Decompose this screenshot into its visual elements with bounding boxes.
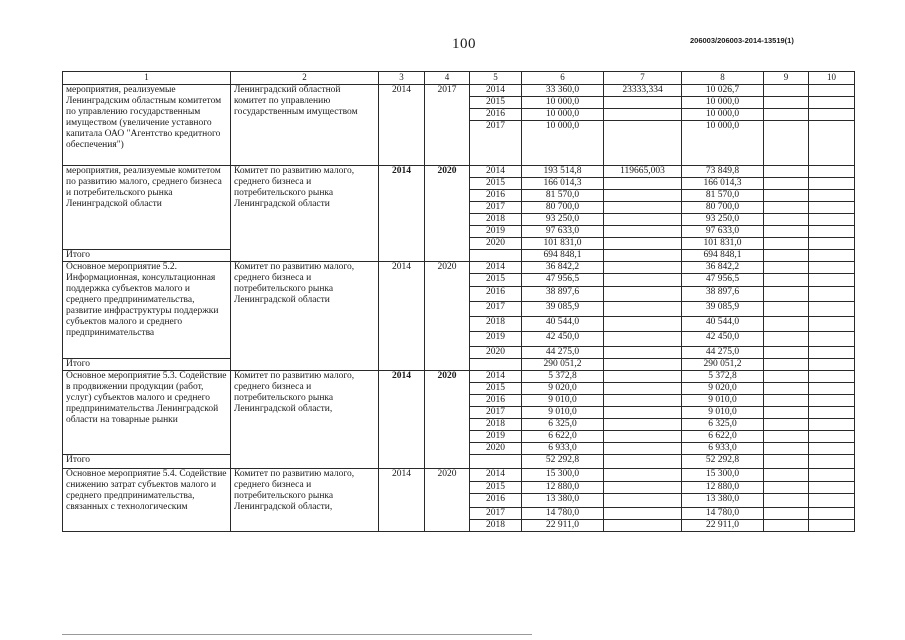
column-number: 4 <box>425 72 470 85</box>
column-9-cell <box>764 190 809 202</box>
column-9-cell <box>764 302 809 317</box>
total-amount: 33 360,0 <box>522 85 604 97</box>
column-9-cell <box>764 250 809 262</box>
column-10-cell <box>809 407 855 419</box>
column-9-cell <box>764 214 809 226</box>
total-amount: 80 700,0 <box>522 202 604 214</box>
total-amount: 93 250,0 <box>522 214 604 226</box>
column-number-row <box>63 72 855 85</box>
column-9-cell <box>764 482 809 494</box>
column-7-amount <box>604 302 682 317</box>
column-10-cell <box>809 250 855 262</box>
total-amount: 10 000,0 <box>522 121 604 166</box>
total-amount: 5 372,8 <box>522 371 604 383</box>
fiscal-year: 2014 <box>470 371 522 383</box>
column-8-amount: 42 450,0 <box>682 332 764 347</box>
itogo-column-7 <box>604 359 682 371</box>
column-7-amount <box>604 347 682 359</box>
column-10-cell <box>809 97 855 109</box>
column-10-cell <box>809 214 855 226</box>
column-10-cell <box>809 166 855 178</box>
end-year: 2017 <box>425 85 470 166</box>
column-9-cell <box>764 455 809 469</box>
column-7-amount <box>604 482 682 494</box>
fiscal-year: 2017 <box>470 302 522 317</box>
executor-name: Комитет по развитию малого, среднего бизнеса и потребительского рынка Ленинградской области <box>231 262 379 371</box>
column-7-amount <box>604 226 682 238</box>
fiscal-year: 2018 <box>470 520 522 532</box>
start-year: 2014 <box>379 85 425 166</box>
column-10-cell <box>809 302 855 317</box>
column-8-amount: 10 000,0 <box>682 109 764 121</box>
executor-name: Комитет по развитию малого, среднего бизнеса и потребительского рынка Ленинградской области, <box>231 469 379 532</box>
column-7-amount <box>604 371 682 383</box>
column-9-cell <box>764 347 809 359</box>
total-amount: 40 544,0 <box>522 317 604 332</box>
column-7-amount <box>604 395 682 407</box>
column-9-cell <box>764 359 809 371</box>
column-7-amount <box>604 443 682 455</box>
column-10-cell <box>809 419 855 431</box>
fiscal-year: 2019 <box>470 226 522 238</box>
document-code: 206003/206003-2014-13519(1) <box>690 36 794 45</box>
total-amount: 9 010,0 <box>522 407 604 419</box>
column-8-amount: 81 570,0 <box>682 190 764 202</box>
column-8-amount: 9 010,0 <box>682 407 764 419</box>
measure-name: мероприятия, реализуемые Ленинградским областным комитетом по управлению государственным имуществом (увеличение уставного капитала ОАО "Агентство кредитного обеспечения") <box>63 85 231 166</box>
column-9-cell <box>764 109 809 121</box>
total-amount: 15 300,0 <box>522 469 604 482</box>
total-amount: 6 325,0 <box>522 419 604 431</box>
fiscal-year: 2014 <box>470 262 522 274</box>
fiscal-year: 2018 <box>470 214 522 226</box>
footer-rule <box>62 634 532 635</box>
column-7-amount <box>604 262 682 274</box>
itogo-column-8: 694 848,1 <box>682 250 764 262</box>
column-7-amount <box>604 190 682 202</box>
end-year: 2020 <box>425 469 470 532</box>
itogo-column-7 <box>604 250 682 262</box>
start-year: 2014 <box>379 371 425 469</box>
total-amount: 36 842,2 <box>522 262 604 274</box>
column-8-amount: 10 026,7 <box>682 85 764 97</box>
table-row <box>63 469 855 482</box>
itogo-label: Итого <box>63 250 231 262</box>
fiscal-year: 2015 <box>470 482 522 494</box>
column-8-amount: 38 897,6 <box>682 287 764 302</box>
column-10-cell <box>809 371 855 383</box>
itogo-column-8: 52 292,8 <box>682 455 764 469</box>
column-10-cell <box>809 520 855 532</box>
column-8-amount: 14 780,0 <box>682 508 764 520</box>
column-8-amount: 73 849,8 <box>682 166 764 178</box>
fiscal-year: 2016 <box>470 287 522 302</box>
column-7-amount <box>604 214 682 226</box>
total-amount: 10 000,0 <box>522 109 604 121</box>
column-10-cell <box>809 178 855 190</box>
fiscal-year: 2014 <box>470 469 522 482</box>
total-amount: 14 780,0 <box>522 508 604 520</box>
column-8-amount: 6 622,0 <box>682 431 764 443</box>
total-amount: 193 514,8 <box>522 166 604 178</box>
column-10-cell <box>809 508 855 520</box>
table-row <box>63 85 855 97</box>
fiscal-year: 2018 <box>470 317 522 332</box>
column-9-cell <box>764 202 809 214</box>
measure-name: Основное мероприятие 5.4. Содействие снижению затрат субъектов малого и среднего предпринимательства, связанных с технологическим <box>63 469 231 532</box>
end-year: 2020 <box>425 371 470 469</box>
column-7-amount <box>604 520 682 532</box>
column-8-amount: 93 250,0 <box>682 214 764 226</box>
itogo-year-cell <box>470 359 522 371</box>
column-7-amount <box>604 202 682 214</box>
total-amount: 44 275,0 <box>522 347 604 359</box>
total-amount: 39 085,9 <box>522 302 604 317</box>
itogo-label: Итого <box>63 359 231 371</box>
fiscal-year: 2015 <box>470 178 522 190</box>
total-amount: 12 880,0 <box>522 482 604 494</box>
column-7-amount <box>604 494 682 508</box>
column-7-amount <box>604 238 682 250</box>
start-year: 2014 <box>379 166 425 262</box>
column-number: 9 <box>764 72 809 85</box>
fiscal-year: 2016 <box>470 190 522 202</box>
column-10-cell <box>809 383 855 395</box>
column-8-amount: 166 014,3 <box>682 178 764 190</box>
fiscal-year: 2014 <box>470 166 522 178</box>
column-7-amount <box>604 419 682 431</box>
column-7-amount: 119665,003 <box>604 166 682 178</box>
column-7-amount <box>604 109 682 121</box>
total-amount: 101 831,0 <box>522 238 604 250</box>
column-10-cell <box>809 238 855 250</box>
column-9-cell <box>764 431 809 443</box>
column-8-amount: 36 842,2 <box>682 262 764 274</box>
column-number: 2 <box>231 72 379 85</box>
fiscal-year: 2017 <box>470 508 522 520</box>
column-7-amount <box>604 431 682 443</box>
total-amount: 10 000,0 <box>522 97 604 109</box>
column-10-cell <box>809 274 855 287</box>
column-10-cell <box>809 287 855 302</box>
itogo-column-7 <box>604 455 682 469</box>
column-7-amount <box>604 383 682 395</box>
total-amount: 42 450,0 <box>522 332 604 347</box>
fiscal-year: 2015 <box>470 383 522 395</box>
column-10-cell <box>809 226 855 238</box>
fiscal-year: 2020 <box>470 443 522 455</box>
column-9-cell <box>764 332 809 347</box>
total-amount: 13 380,0 <box>522 494 604 508</box>
column-8-amount: 6 933,0 <box>682 443 764 455</box>
column-8-amount: 22 911,0 <box>682 520 764 532</box>
column-8-amount: 15 300,0 <box>682 469 764 482</box>
column-10-cell <box>809 109 855 121</box>
column-7-amount <box>604 274 682 287</box>
itogo-total: 694 848,1 <box>522 250 604 262</box>
column-number: 8 <box>682 72 764 85</box>
column-10-cell <box>809 317 855 332</box>
fiscal-year: 2014 <box>470 85 522 97</box>
column-8-amount: 97 633,0 <box>682 226 764 238</box>
column-9-cell <box>764 178 809 190</box>
column-10-cell <box>809 85 855 97</box>
column-10-cell <box>809 469 855 482</box>
fiscal-year: 2018 <box>470 419 522 431</box>
page-number: 100 <box>452 36 476 52</box>
itogo-year-cell <box>470 250 522 262</box>
column-8-amount: 13 380,0 <box>682 494 764 508</box>
total-amount: 81 570,0 <box>522 190 604 202</box>
column-7-amount: 23333,334 <box>604 85 682 97</box>
column-9-cell <box>764 508 809 520</box>
column-10-cell <box>809 482 855 494</box>
column-9-cell <box>764 85 809 97</box>
column-10-cell <box>809 431 855 443</box>
column-9-cell <box>764 274 809 287</box>
end-year: 2020 <box>425 166 470 262</box>
column-9-cell <box>764 317 809 332</box>
start-year: 2014 <box>379 469 425 532</box>
column-9-cell <box>764 494 809 508</box>
table-row <box>63 371 855 383</box>
column-10-cell <box>809 347 855 359</box>
column-8-amount: 10 000,0 <box>682 121 764 166</box>
column-7-amount <box>604 178 682 190</box>
executor-name: Комитет по развитию малого, среднего бизнеса и потребительского рынка Ленинградской области <box>231 166 379 262</box>
fiscal-year: 2015 <box>470 274 522 287</box>
executor-name: Ленинградский областной комитет по управлению государственным имуществом <box>231 85 379 166</box>
itogo-total: 52 292,8 <box>522 455 604 469</box>
total-amount: 9 020,0 <box>522 383 604 395</box>
column-10-cell <box>809 332 855 347</box>
total-amount: 38 897,6 <box>522 287 604 302</box>
column-9-cell <box>764 419 809 431</box>
fiscal-year: 2017 <box>470 202 522 214</box>
column-8-amount: 39 085,9 <box>682 302 764 317</box>
column-7-amount <box>604 508 682 520</box>
column-8-amount: 9 010,0 <box>682 395 764 407</box>
column-number: 5 <box>470 72 522 85</box>
total-amount: 6 622,0 <box>522 431 604 443</box>
total-amount: 47 956,5 <box>522 274 604 287</box>
column-8-amount: 5 372,8 <box>682 371 764 383</box>
column-8-amount: 47 956,5 <box>682 274 764 287</box>
column-7-amount <box>604 121 682 166</box>
column-9-cell <box>764 166 809 178</box>
column-9-cell <box>764 371 809 383</box>
fiscal-year: 2015 <box>470 97 522 109</box>
column-8-amount: 10 000,0 <box>682 97 764 109</box>
total-amount: 22 911,0 <box>522 520 604 532</box>
fiscal-year: 2016 <box>470 109 522 121</box>
total-amount: 6 933,0 <box>522 443 604 455</box>
column-8-amount: 9 020,0 <box>682 383 764 395</box>
measure-name: Основное мероприятие 5.2. Информационная, консультационная поддержка субъектов малого и среднего предпринимательства, развитие инфраструктуры поддержки субъектов малого и среднего предпринимательства <box>63 262 231 359</box>
column-9-cell <box>764 226 809 238</box>
fiscal-year: 2019 <box>470 431 522 443</box>
column-10-cell <box>809 395 855 407</box>
column-9-cell <box>764 443 809 455</box>
fiscal-year: 2017 <box>470 407 522 419</box>
column-8-amount: 12 880,0 <box>682 482 764 494</box>
itogo-total: 290 051,2 <box>522 359 604 371</box>
itogo-year-cell <box>470 455 522 469</box>
column-10-cell <box>809 190 855 202</box>
fiscal-year: 2019 <box>470 332 522 347</box>
column-7-amount <box>604 332 682 347</box>
column-9-cell <box>764 121 809 166</box>
fiscal-year: 2017 <box>470 121 522 166</box>
column-9-cell <box>764 383 809 395</box>
column-9-cell <box>764 238 809 250</box>
itogo-label: Итого <box>63 455 231 469</box>
column-8-amount: 44 275,0 <box>682 347 764 359</box>
column-8-amount: 101 831,0 <box>682 238 764 250</box>
column-9-cell <box>764 407 809 419</box>
column-number: 1 <box>63 72 231 85</box>
budget-table <box>62 71 855 532</box>
column-number: 3 <box>379 72 425 85</box>
table-row <box>63 262 855 274</box>
fiscal-year: 2016 <box>470 494 522 508</box>
executor-name: Комитет по развитию малого, среднего бизнеса и потребительского рынка Ленинградской области, <box>231 371 379 469</box>
column-9-cell <box>764 287 809 302</box>
column-10-cell <box>809 443 855 455</box>
column-9-cell <box>764 97 809 109</box>
total-amount: 97 633,0 <box>522 226 604 238</box>
total-amount: 166 014,3 <box>522 178 604 190</box>
column-9-cell <box>764 520 809 532</box>
itogo-column-8: 290 051,2 <box>682 359 764 371</box>
column-7-amount <box>604 317 682 332</box>
column-number: 6 <box>522 72 604 85</box>
column-7-amount <box>604 287 682 302</box>
column-7-amount <box>604 97 682 109</box>
column-number: 10 <box>809 72 855 85</box>
table-row <box>63 166 855 178</box>
fiscal-year: 2020 <box>470 238 522 250</box>
column-10-cell <box>809 262 855 274</box>
column-9-cell <box>764 262 809 274</box>
start-year: 2014 <box>379 262 425 371</box>
column-10-cell <box>809 455 855 469</box>
column-9-cell <box>764 395 809 407</box>
measure-name: мероприятия, реализуемые комитетом по развитию малого, среднего бизнеса и потребительского рынка Ленинградской области <box>63 166 231 250</box>
total-amount: 9 010,0 <box>522 395 604 407</box>
column-10-cell <box>809 494 855 508</box>
fiscal-year: 2016 <box>470 395 522 407</box>
column-8-amount: 40 544,0 <box>682 317 764 332</box>
column-10-cell <box>809 359 855 371</box>
column-10-cell <box>809 121 855 166</box>
column-7-amount <box>604 407 682 419</box>
column-8-amount: 80 700,0 <box>682 202 764 214</box>
column-7-amount <box>604 469 682 482</box>
end-year: 2020 <box>425 262 470 371</box>
fiscal-year: 2020 <box>470 347 522 359</box>
column-10-cell <box>809 202 855 214</box>
column-number: 7 <box>604 72 682 85</box>
column-9-cell <box>764 469 809 482</box>
measure-name: Основное мероприятие 5.3. Содействие в продвижении продукции (работ, услуг) субъектов малого и среднего предпринимательства Ленинградской области на товарные рынки <box>63 371 231 455</box>
column-8-amount: 6 325,0 <box>682 419 764 431</box>
